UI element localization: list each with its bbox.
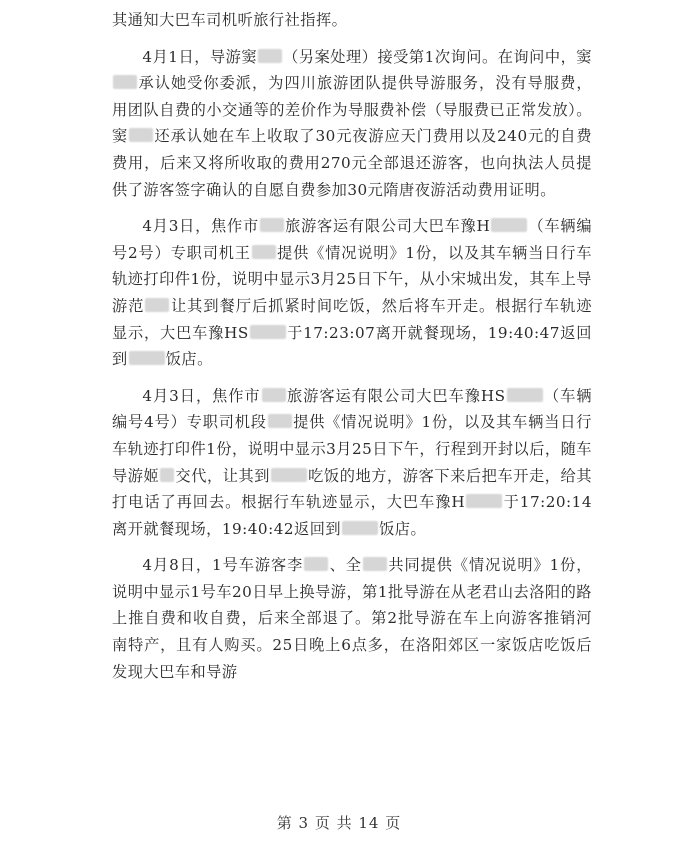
redaction-mark [342, 521, 378, 535]
redaction-mark [260, 218, 284, 232]
paragraph-text: 旅游客运有限公司大巴车豫H [284, 217, 491, 236]
paragraph-text: 让其到餐厅后抓紧时间吃饭，然后将车开走。根据行车轨迹显示，大巴车豫HS [112, 296, 593, 342]
body-paragraph [112, 213, 592, 373]
paragraph-text: 提供《情况说明》1份，以及其车辆当日行车轨迹打印件1份，说明中显示3月25日下午，行程到开封以后，随车导游姬 [112, 413, 592, 485]
paragraph-text: 4月3日，焦作市 [142, 386, 261, 405]
page-number-footer: 第 3 页 共 14 页 [276, 814, 402, 832]
document-body [112, 7, 592, 695]
paragraph-text: 于17:23:07离开就餐现场，19:40:47返回到 [112, 323, 592, 369]
redaction-mark [145, 298, 169, 312]
paragraph-text: 还承认她在车上收取了30元夜游应天门费用以及240元的自费费用，后来又将所收取的费用270元全部退还游客，也向执法人员提供了游客签字确认的自愿自费参加30元隋唐夜游活动费用证明。 [112, 127, 593, 199]
redaction-mark [250, 325, 286, 339]
paragraph-text: 饭店。 [165, 350, 213, 369]
body-paragraph [112, 7, 592, 34]
redaction-mark [252, 245, 276, 259]
paragraph-text: 共同提供《情况说明》1份，说明中显示1号车20日早上换导游，第1批导游在从老君山去洛阳的路上推自费和收自费，后来全部退了。第2批导游在车上向游客推销河南特产，且有人购买。25日晚上6点多，在洛阳郊区一家饭店吃饭后发现大巴车和导游 [112, 556, 592, 681]
body-paragraph [112, 383, 592, 543]
redaction-mark [129, 128, 153, 142]
redaction-mark [160, 468, 174, 482]
paragraph-text: 4月3日，焦作市 [142, 217, 259, 236]
redaction-mark [491, 218, 527, 232]
redaction-mark [363, 557, 387, 571]
redaction-mark [271, 468, 307, 482]
paragraph-text: 吃饭的地方，游客下来后把车开走，给其打电话了再回去。根据行车轨迹显示，大巴车豫H [112, 466, 593, 512]
paragraph-text: 于17:20:14离开就餐现场，19:40:42返回到 [112, 493, 592, 538]
redaction-mark [466, 494, 502, 508]
redaction-mark [113, 75, 137, 89]
paragraph-text: 4月1日，导游窦 [142, 47, 258, 66]
redaction-mark [258, 49, 282, 63]
paragraph-text: 、全 [329, 556, 362, 575]
paragraph-text: 提供《情况说明》1份，以及其车辆当日行车轨迹打印件1份，说明中显示3月25日下午，从小宋城出发，其车上导游范 [112, 243, 592, 315]
redaction-mark [304, 557, 328, 571]
paragraph-text: （另案处理）接受第1次询问。在询问中，窦 [283, 47, 592, 66]
paragraph-text: 其通知大巴车司机听旅行社指挥。 [112, 11, 348, 29]
paragraph-text: 旅游客运有限公司大巴车豫HS [286, 386, 506, 405]
paragraph-text: （车辆编号2号）专职司机王 [112, 217, 593, 262]
paragraph-text: 饭店。 [379, 519, 427, 538]
redaction-mark [268, 414, 292, 428]
redaction-mark [507, 388, 543, 402]
paragraph-text: （车辆编号4号）专职司机段 [112, 386, 593, 432]
paragraph-text: 交代，让其到 [175, 466, 271, 485]
body-paragraph [112, 44, 592, 204]
redaction-mark [262, 388, 286, 402]
body-paragraph [112, 552, 592, 685]
redaction-mark [129, 351, 165, 365]
paragraph-text: 4月8日，1号车游客李 [142, 556, 304, 575]
paragraph-text: 承认她受你委派，为四川旅游团队提供导游服务，没有导服费，用团队自费的小交通等的差价作为导服费补偿（导服费已正常发放）。窦 [112, 74, 592, 146]
